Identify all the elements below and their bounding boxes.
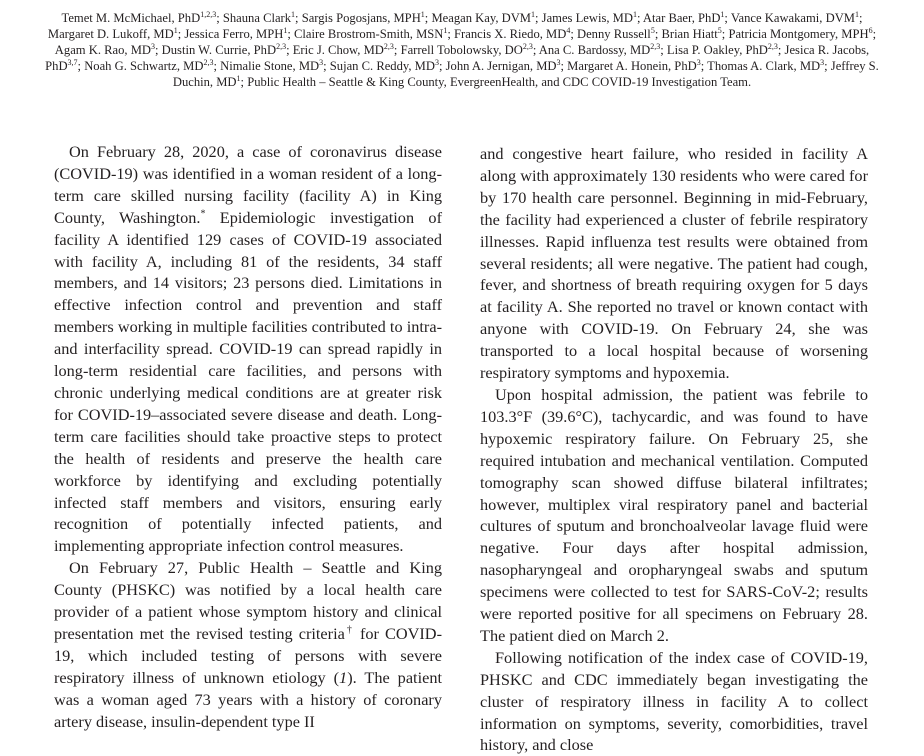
- author: Patricia Montgomery, MPH$^6$: [728, 25, 873, 41]
- author-affiliation: 1: [420, 9, 425, 19]
- paragraph: [54, 557, 442, 732]
- author-affiliation: 2,3: [767, 41, 778, 51]
- paragraph-text: On February 27, Public Health – Seattle and King County (PHSKC) was notified by a local health care provider of a patient whose symptom history and clinical presentation met the revised testing criteria: [54, 558, 442, 643]
- author: John A. Jernigan, $MD^3$: [445, 57, 561, 73]
- author: Claire Brostrom-Smith, MSN$^1$: [294, 25, 448, 41]
- paragraph-text: ). The patient was a woman aged 73 years with a history of coronary artery disease, insulin-dependent type II: [54, 667, 442, 731]
- author-affiliation-tail: Public Health – Seattle & King County, EvergreenHealth, and CDC COVID-19 Investigation Team.: [247, 75, 752, 89]
- author-affiliation: 1: [855, 9, 859, 19]
- paragraph-text: Epidemiologic investigation of facility A identified 129 cases of COVID-19 associated with facility A, including 81 of the residents, 34 staff members, and 14 visitors; 23 persons died. Limitations in effective infection control and prevention and staff members working in multiple facilities contributed to intra- and interfacility spread. COVID-19 can spread rapidly in long-term residential care facilities, and persons with chronic underlying medical conditions are at greater risk for COVID-19–associated severe disease and death. Long-term care facilities should take proactive steps to protect the health of residents and preserve the health care workforce by identifying and excluding potentially infected staff members and visitors, ensuring early recognition of potentially infected patients, and implementing appropriate infection control measures.: [54, 207, 442, 556]
- paragraph: and congestive heart failure, who resided in facility A along with approximately 130 residents who were cared for by 170 health care personnel. Beginning in mid-February, the facility had experienced a cluster of febrile respiratory illnesses. Rapid influenza test results were obtained from several residents; all were negative. The patient had cough, fever, and shortness of breath requiring oxygen for 5 days at facility A. She reported no travel or known contact with anyone with COVID-19. On February 24, she was transported to a local hospital because of worsening respiratory symptoms and hypoxemia.: [480, 144, 868, 383]
- author-affiliation: 5: [717, 25, 722, 35]
- author-affiliation: 2,3: [522, 41, 533, 51]
- author: Sujan C. Reddy, $MD^3$: [329, 57, 439, 73]
- footnote-marker[interactable]: †: [344, 624, 354, 636]
- author-affiliation: 3: [151, 41, 155, 51]
- author-names: Temet M. McMichael, PhD$^{1,2,3}$; Shauna Clark$^1$; Sargis Pogosjans, MPH$^1$; Meagan Kay, DVM$^1$; James Lewis, $MD^1$; Atar Baer, PhD$^1$; Vance Kawakami, DVM$^1$; Margaret D. Lukoff, $MD^1$; Jessica Ferro, MPH$^1$; Claire Brostrom-Smith, MSN$^1$; Francis X. Riedo, $MD^4$; Denny Russell$^5$; Brian Hiatt$^5$; Patricia Montgomery, MPH$^6$; Agam K. Rao, $MD^3$; Dustin W. Currie, PhD$^{2,3}$; Eric J. Chow, MD$^{2,3}$; Farrell Tobolowsky, DO$^{2,3}$; Ana C. Bardossy, MD$^{2,3}$; Lisa P. Oakley, PhD$^{2,3}$; Jesica R. Jacobs, PhD$^{3,7}$; Noah G. Schwartz, MD$^{2,3}$; Nimalie Stone, $MD^3$; Sujan C. Reddy, $MD^3$; John A. Jernigan, $MD^3$; Margaret A. Honein, PhD$^3$; Thomas A. Clark, $MD^3$; Jeffrey S. Duchin, $MD^1$;: [45, 9, 879, 89]
- author: Jesica R. Jacobs, PhD$^{3,7}$: [45, 43, 870, 73]
- author-affiliation: 1,2,3: [200, 9, 217, 19]
- author-affiliation: 6: [868, 25, 873, 35]
- author: Jessica Ferro, MPH$^1$: [184, 25, 288, 41]
- author-affiliation: 2,3: [276, 41, 287, 51]
- author: Shauna Clark$^1$: [222, 9, 296, 25]
- author: Lisa P. Oakley, PhD$^{2,3}$: [666, 41, 778, 57]
- author-affiliation: 3,7: [67, 57, 78, 67]
- author-affiliation: 2,3: [203, 57, 214, 67]
- author-affiliation: 1: [283, 25, 288, 35]
- author-affiliation: 2,3: [650, 41, 661, 51]
- author: Brian Hiatt$^5$: [661, 25, 722, 41]
- author-affiliation: 5: [650, 25, 655, 35]
- author: Margaret A. Honein, PhD$^3$: [567, 57, 701, 73]
- author-affiliation: 1: [531, 9, 536, 19]
- author-affiliation: 4: [566, 25, 571, 35]
- author: Meagan Kay, DVM$^1$: [431, 9, 536, 25]
- right-column: [480, 143, 868, 756]
- left-column: [54, 141, 442, 732]
- author: Ana C. Bardossy, MD$^{2,3}$: [538, 41, 661, 57]
- author-affiliation: 1: [236, 73, 241, 83]
- author: Francis X. Riedo, $MD^4$: [454, 25, 571, 41]
- author: Noah G. Schwartz, MD$^{2,3}$: [84, 57, 214, 73]
- author: Jeffrey S. Duchin, $MD^1$: [172, 59, 879, 89]
- author-affiliation: 1: [720, 9, 725, 19]
- author: Temet M. McMichael, PhD$^{1,2,3}$: [61, 9, 217, 25]
- author: Dustin W. Currie, PhD$^{2,3}$: [161, 41, 287, 57]
- author-affiliation: 3: [319, 57, 324, 67]
- author: Agam K. Rao, $MD^3$: [54, 41, 155, 57]
- paragraph: Upon hospital admission, the patient was febrile to 103.3°F (39.6°C), tachycardic, and was found to have hypoxemic respiratory failure. On February 25, she required intubation and mechanical ventilation. Computed tomography scan showed diffuse bilateral infiltrates; however, multiplex viral respiratory panel and bacterial cultures of sputum and bronchoalveolar lavage fluid were negative. Four days after hospital admission, nasopharyngeal and oropharyngeal swabs and sputum specimens were collected to test for SARS-CoV-2; results were reported positive for all specimens on February 28. The patient died on March 2.: [480, 384, 868, 645]
- paragraph: [54, 141, 442, 557]
- paragraph: Following notification of the index case of COVID-19, PHSKC and CDC immediately began investigating the cluster of respiratory illness in facility A to collect information on symptoms, severity, comorbidities, travel history, and close: [480, 647, 868, 755]
- author: Denny Russell$^5$: [577, 25, 655, 41]
- author-affiliation: 3: [434, 57, 439, 67]
- author: Nimalie Stone, $MD^3$: [220, 57, 324, 73]
- author: Margaret D. Lukoff, $MD^1$: [47, 25, 178, 41]
- author-affiliation: 2,3: [383, 41, 394, 51]
- author-affiliation: 3: [696, 57, 701, 67]
- author-affiliation: 1: [291, 9, 296, 19]
- author-list: [40, 10, 884, 90]
- author: Eric J. Chow, MD$^{2,3}$: [292, 41, 394, 57]
- paragraph-text: On February 28, 2020, a case of coronavirus disease (COVID-19) was identified in a woman resident of a long-term care skilled nursing facility (facility A) in King County, Washington.: [54, 142, 442, 227]
- footnote-marker[interactable]: *: [200, 208, 206, 220]
- author: James Lewis, $MD^1$: [541, 9, 637, 25]
- author-affiliation: 1: [173, 25, 178, 35]
- author-affiliation: 3: [820, 57, 825, 67]
- author-affiliation: 1: [443, 25, 448, 35]
- author: Thomas A. Clark, $MD^3$: [707, 57, 825, 73]
- author: Farrell Tobolowsky, DO$^{2,3}$: [400, 41, 533, 57]
- paragraph-text: for COVID-19, which included testing of persons with severe respiratory illness of unknown etiology (: [54, 623, 442, 687]
- author: Vance Kawakami, DVM$^1$: [730, 9, 859, 25]
- author: Atar Baer, PhD$^1$: [642, 9, 725, 25]
- author: Sargis Pogosjans, MPH$^1$: [301, 9, 425, 25]
- reference-link[interactable]: 1: [339, 667, 348, 687]
- author-affiliation: 1: [632, 9, 637, 19]
- author-affiliation: 3: [556, 57, 561, 67]
